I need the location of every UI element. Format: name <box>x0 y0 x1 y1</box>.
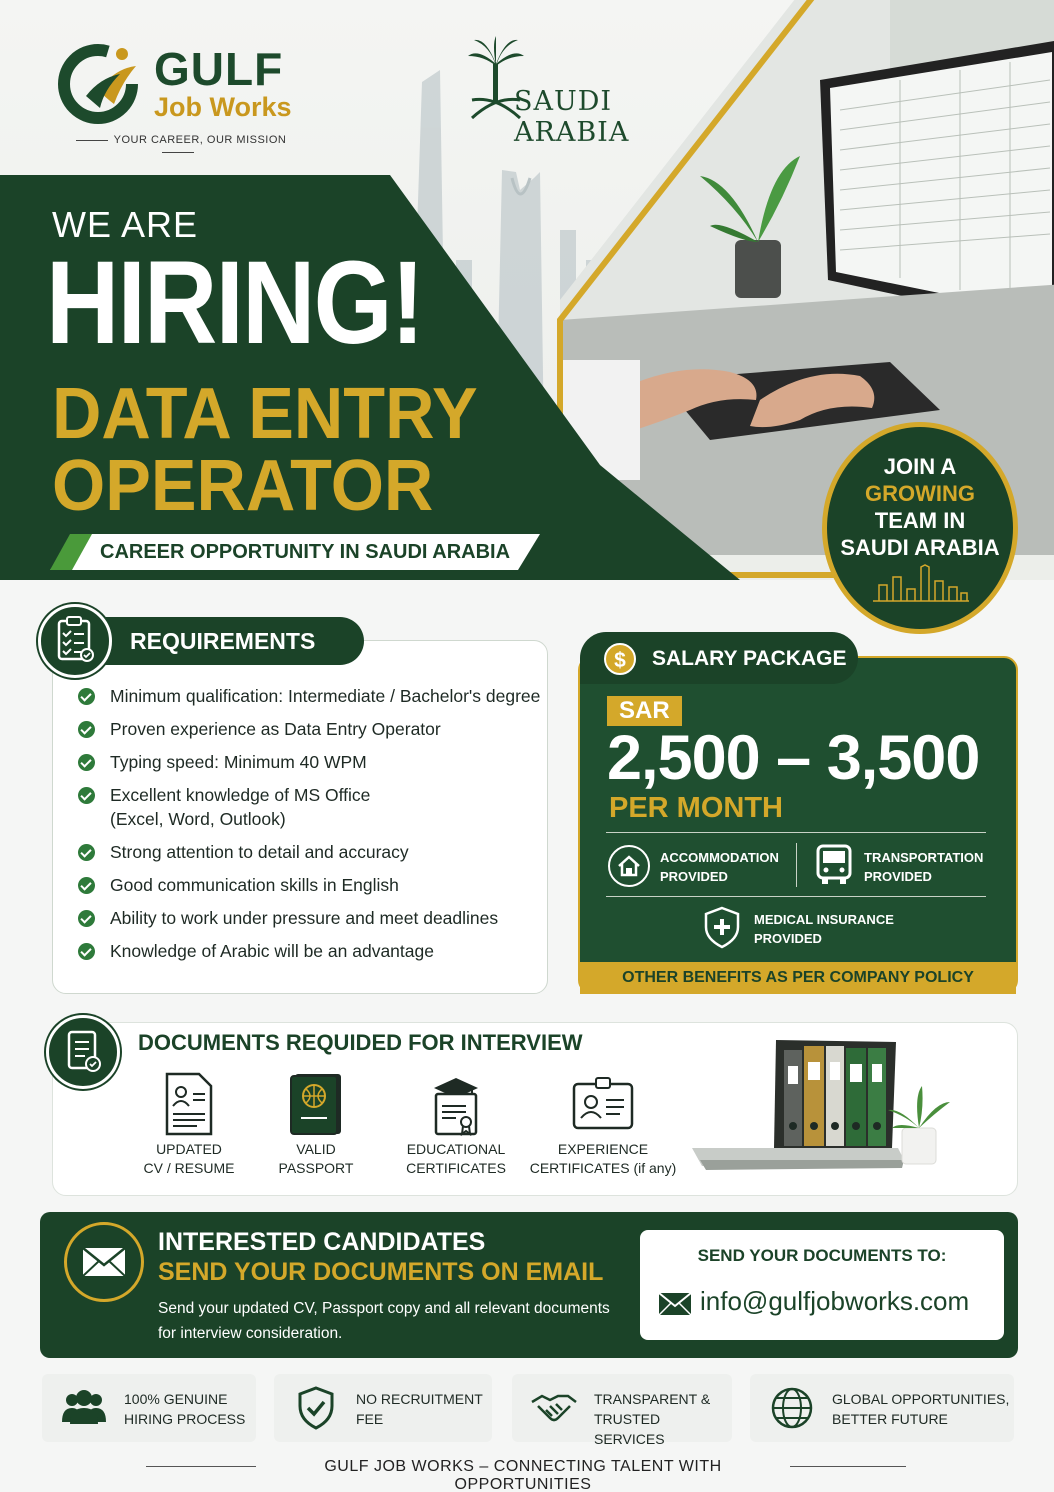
other-benefits-note: OTHER BENEFITS AS PER COMPANY POLICY <box>580 962 1016 994</box>
send-to-label: SEND YOUR DOCUMENTS TO: <box>697 1246 947 1265</box>
salary-header <box>580 632 858 684</box>
join-team-badge: JOIN A GROWING TEAM IN SAUDI ARABIA <box>822 422 1018 634</box>
benefit-transportation: TRANSPORTATION PROVIDED <box>864 850 984 884</box>
hiring-headline: HIRING! <box>46 237 423 369</box>
feature-global-opportunities: GLOBAL OPPORTUNITIES, BETTER FUTURE <box>750 1374 1014 1442</box>
saudi-arabia-text: SAUDI ARABIA <box>514 86 630 148</box>
handshake-icon <box>530 1386 578 1430</box>
currency-tag: SAR <box>607 696 682 726</box>
check-icon <box>78 844 95 861</box>
apply-heading: INTERESTED CANDIDATES <box>158 1228 486 1256</box>
list-item: Knowledge of Arabic will be an advantage <box>76 939 546 963</box>
list-item: Strong attention to detail and accuracy <box>76 840 546 864</box>
check-icon <box>78 721 95 738</box>
list-item: Excellent knowledge of MS Office (Excel, Word, Outlook) <box>76 783 406 831</box>
feature-no-fee: NO RECRUITMENT FEE <box>274 1374 492 1442</box>
logo-name-secondary: Job Works <box>154 92 292 122</box>
document-passport: VALID PASSPORT <box>241 1072 391 1178</box>
dollar-coin-icon: $ <box>604 643 636 675</box>
bus-icon <box>812 842 856 886</box>
requirements-list <box>76 684 546 972</box>
list-item: Proven experience as Data Entry Operator <box>76 717 546 741</box>
logo-name-primary: GULF <box>154 43 284 95</box>
salary-heading: SALARY PACKAGE <box>652 647 847 670</box>
document-cv: UPDATED CV / RESUME <box>114 1072 264 1178</box>
divider <box>606 896 986 897</box>
apply-description: Send your updated CV, Passport copy and all relevant documents for interview consideration. <box>158 1300 610 1342</box>
list-item: Good communication skills in English <box>76 873 546 897</box>
document-educational-certificates: EDUCATIONAL CERTIFICATES <box>381 1072 531 1178</box>
document-checklist-icon <box>46 1015 120 1089</box>
salary-amount: 2,500 – 3,500 <box>607 723 980 793</box>
shield-check-icon <box>292 1386 340 1430</box>
we-are-text: WE ARE <box>52 204 199 245</box>
medical-shield-icon <box>700 905 744 949</box>
check-icon <box>78 787 95 804</box>
check-icon <box>78 877 95 894</box>
check-icon <box>78 910 95 927</box>
mail-icon <box>658 1292 692 1316</box>
footer-tagline: GULF JOB WORKS – CONNECTING TALENT WITH OPPORTUNITIES <box>256 1458 790 1492</box>
passport-icon <box>287 1072 345 1136</box>
documents-heading: DOCUMENTS REQUIDED FOR INTERVIEW <box>138 1030 583 1055</box>
list-item: Ability to work under pressure and meet deadlines <box>76 906 546 930</box>
requirements-heading: REQUIREMENTS <box>130 628 316 654</box>
divider <box>606 832 986 833</box>
city-skyline-icon <box>871 563 971 603</box>
check-icon <box>78 754 95 771</box>
people-icon <box>60 1386 108 1430</box>
requirements-header <box>100 617 364 665</box>
home-icon <box>607 844 651 888</box>
benefit-accommodation: ACCOMMODATION PROVIDED <box>660 850 779 884</box>
saudi-arabia-emblem <box>462 34 632 154</box>
globe-icon <box>768 1386 816 1430</box>
career-opportunity-banner: CAREER OPPORTUNITY IN SAUDI ARABIA <box>50 534 540 570</box>
salary-period: PER MONTH <box>609 792 783 824</box>
check-icon <box>78 688 95 705</box>
list-item: Typing speed: Minimum 40 WPM <box>76 750 546 774</box>
benefit-medical-insurance: MEDICAL INSURANCE PROVIDED <box>754 912 894 946</box>
document-experience-certificates: EXPERIENCE CERTIFICATES (if any) <box>528 1072 678 1178</box>
logo-swirl-icon <box>56 38 148 130</box>
job-title: DATA ENTRY OPERATOR <box>52 374 478 526</box>
id-card-icon <box>572 1072 634 1136</box>
list-item: Minimum qualification: Intermediate / Bachelor's degree <box>76 684 546 708</box>
resume-icon <box>163 1072 215 1136</box>
email-address-link[interactable]: info@gulfjobworks.com <box>700 1286 970 1316</box>
check-icon <box>78 943 95 960</box>
envelope-icon <box>64 1222 144 1302</box>
email-card <box>640 1230 1004 1340</box>
feature-transparent-services: TRANSPARENT & TRUSTED SERVICES <box>512 1374 732 1442</box>
divider <box>796 843 797 887</box>
gulf-job-works-logo <box>56 38 316 148</box>
apply-subheading: SEND YOUR DOCUMENTS ON EMAIL <box>158 1258 604 1286</box>
laptop-binders-image <box>692 1036 954 1178</box>
certificate-icon <box>428 1072 484 1136</box>
feature-genuine-hiring: 100% GENUINE HIRING PROCESS <box>42 1374 256 1442</box>
logo-tagline: YOUR CAREER, OUR MISSION <box>60 134 296 158</box>
clipboard-checklist-icon <box>38 604 112 678</box>
